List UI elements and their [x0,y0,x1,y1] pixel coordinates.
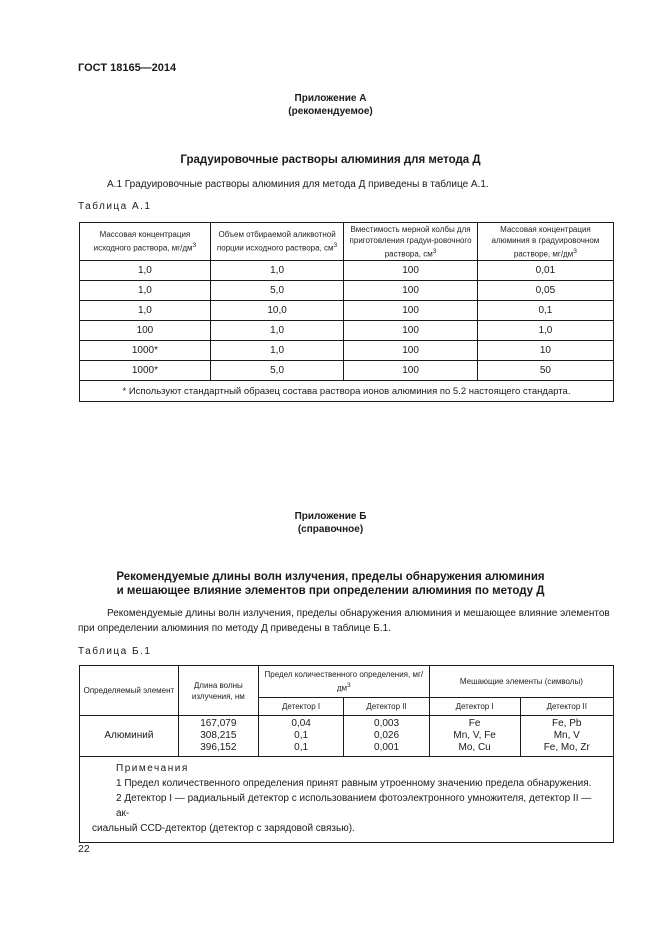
table-notes [80,757,614,843]
column-header-det2: Детектор II [520,698,613,716]
table-row [80,281,614,301]
table-header-row [80,223,614,261]
table-row [80,341,614,361]
table-cell: 10,0 [210,301,344,321]
table-cell: 10 [477,341,613,361]
note-2-line1: 2 Детектор I — радиальный детектор с использованием фотоэлектронного умножителя, детектор II — ак- [116,793,592,819]
table-cell-element: Алюминий [80,716,179,757]
table-cell: 100 [344,341,478,361]
notes-title: Примечания [116,763,189,774]
column-header: Массовая концентрация алюминия в градуировочном растворе, $мг/дм^3$ [477,223,613,261]
column-header-det1: Детектор I [258,698,343,716]
table-cell: 1,0 [80,261,211,281]
table-a1 [79,222,614,402]
column-header: Вместимость мерной колбы для приготовления градуи-ровочного раствора, $см^3$ [344,223,478,261]
table-cell: 5,0 [210,361,344,381]
note-1: 1 Предел количественного определения принят равным утроенному значению предела обнаружения. [116,778,592,789]
table-cell: 1000* [80,341,211,361]
table-cell: 0,1 [477,301,613,321]
table-cell-limit-det1: 0,04 0,1 0,1 [258,716,343,757]
appendix-b-title: Приложение Б [294,511,367,522]
appendix-a-title: Приложение А [294,93,367,104]
table-cell: 100 [344,261,478,281]
table-cell-wavelengths: 167,079 308,215 396,152 [178,716,258,757]
table-footnote-row [80,381,614,402]
column-header-det2: Детектор II [344,698,429,716]
table-row [80,716,614,757]
column-header-limit: Предел количественного определения, $мг/дм^3$ [258,666,429,698]
page-number: 22 [78,843,90,855]
table-cell: 100 [344,361,478,381]
table-notes-row [80,757,614,843]
table-cell: 100 [344,321,478,341]
table-cell: 1,0 [477,321,613,341]
table-cell: 0,05 [477,281,613,301]
table-cell: 1,0 [210,341,344,361]
table-cell: 1000* [80,361,211,381]
table-cell: 100 [80,321,211,341]
table-cell: 5,0 [210,281,344,301]
appendix-a-heading: Градуировочные растворы алюминия для метода Д [180,154,481,166]
table-cell-limit-det2: 0,003 0,026 0,001 [344,716,429,757]
appendix-b-paragraph-line1: Рекомендуемые длины волн излучения, пределы обнаружения алюминия и мешающее влияние элементов [107,608,610,619]
table-b1 [79,665,614,843]
column-header-interfering: Мешающие элементы (символы) [429,666,613,698]
table-row [80,361,614,381]
note-2-line2: сиальный CCD-детектор (детектор с зарядовой связью). [92,823,355,834]
table-row [80,321,614,341]
document-header: ГОСТ 18165—2014 [78,62,177,74]
table-cell: 1,0 [80,301,211,321]
column-header-element: Определяемый элемент [80,666,179,716]
appendix-a-paragraph: А.1 Градуировочные растворы алюминия для метода Д приведены в таблице А.1. [107,179,489,190]
table-cell: 50 [477,361,613,381]
table-cell: 100 [344,301,478,321]
table-cell: 1,0 [80,281,211,301]
table-cell-interf-det1: Fe Mn, V, Fe Mo, Cu [429,716,520,757]
appendix-b-paragraph-line2: при определении алюминия по методу Д приведены в таблице Б.1. [78,623,391,634]
table-row [80,261,614,281]
appendix-b-subtitle: (справочное) [297,524,364,535]
column-header: Массовая концентрация исходного раствора, $мг/дм^3$ [80,223,211,261]
appendix-b-heading-line2: и мешающее влияние элементов при определении алюминия по методу Д [116,585,545,597]
table-header-row [80,666,614,698]
appendix-a-subtitle: (рекомендуемое) [288,106,373,117]
table-cell: 100 [344,281,478,301]
appendix-b-heading-line1: Рекомендуемые длины волн излучения, пределы обнаружения алюминия [116,571,545,583]
table-cell: 1,0 [210,261,344,281]
table-b1-caption: Таблица Б.1 [78,646,152,657]
table-footnote: * Используют стандартный образец состава раствора ионов алюминия по 5.2 настоящего стандарта. [80,381,614,402]
column-header-det1: Детектор I [429,698,520,716]
table-row [80,301,614,321]
table-cell: 1,0 [210,321,344,341]
table-a1-caption: Таблица А.1 [78,201,152,212]
column-header-wavelength: Длина волны излучения, нм [178,666,258,716]
table-cell-interf-det2: Fe, Pb Mn, V Fe, Mo, Zr [520,716,613,757]
table-cell: 0,01 [477,261,613,281]
column-header: Объем отбираемой аликвотной порции исходного раствора, $см^3$ [210,223,344,261]
